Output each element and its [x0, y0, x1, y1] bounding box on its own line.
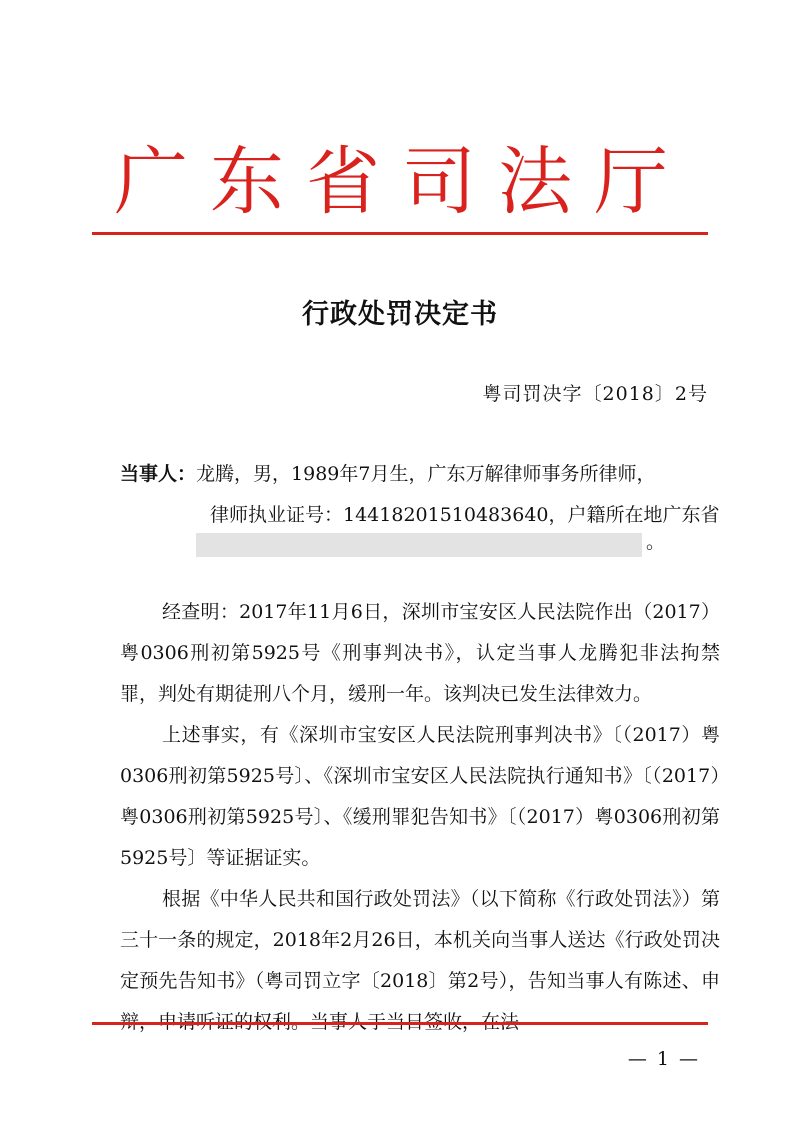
body-text [120, 592, 720, 1043]
paragraph-evidence: 上述事实，有《深圳市宝安区人民法院刑事判决书》〔（2017）粤0306刑初第5925号〕、《深圳市宝安区人民法院执行通知书》〔（2017）粤0306刑初第5925号〕、《缓刑罪犯告知书》〔（2017）粤0306刑初第5925号〕等证据证实。 [120, 724, 720, 869]
document-number: 粤司罚决字〔2018〕2号 [482, 383, 708, 405]
organization-header: 广东省司法厅 [114, 139, 690, 225]
redacted-address [196, 533, 642, 557]
party-line-1 [120, 454, 720, 495]
party-line-2: 律师执业证号：14418201510483640，户籍所在地广东省 [210, 504, 720, 526]
party-line-3-end: 。 [646, 531, 666, 553]
party-section [120, 454, 720, 536]
header-red-rule [92, 232, 708, 235]
page-number: — 1 — [627, 1048, 700, 1070]
paragraph-facts: 经查明：2017年11月6日，深圳市宝安区人民法院作出（2017）粤0306刑初第5925号《刑事判决书》，认定当事人龙腾犯非法拘禁罪，判处有期徒刑八个月，缓刑一年。该判决已发生法律效力。 [120, 601, 720, 705]
footer-red-rule [92, 1022, 708, 1025]
document-title: 行政处罚决定书 [302, 299, 498, 330]
party-label: 当事人： [120, 463, 197, 485]
party-info-1: 龙腾，男，1989年7月生，广东万解律师事务所律师， [196, 463, 656, 485]
paragraph-procedure: 根据《中华人民共和国行政处罚法》（以下简称《行政处罚法》）第三十一条的规定，2018年2月26日，本机关向当事人送达《行政处罚决定预先告知书》（粤司罚立字〔2018〕第2号），告知当事人有陈述、申 [120, 888, 720, 992]
